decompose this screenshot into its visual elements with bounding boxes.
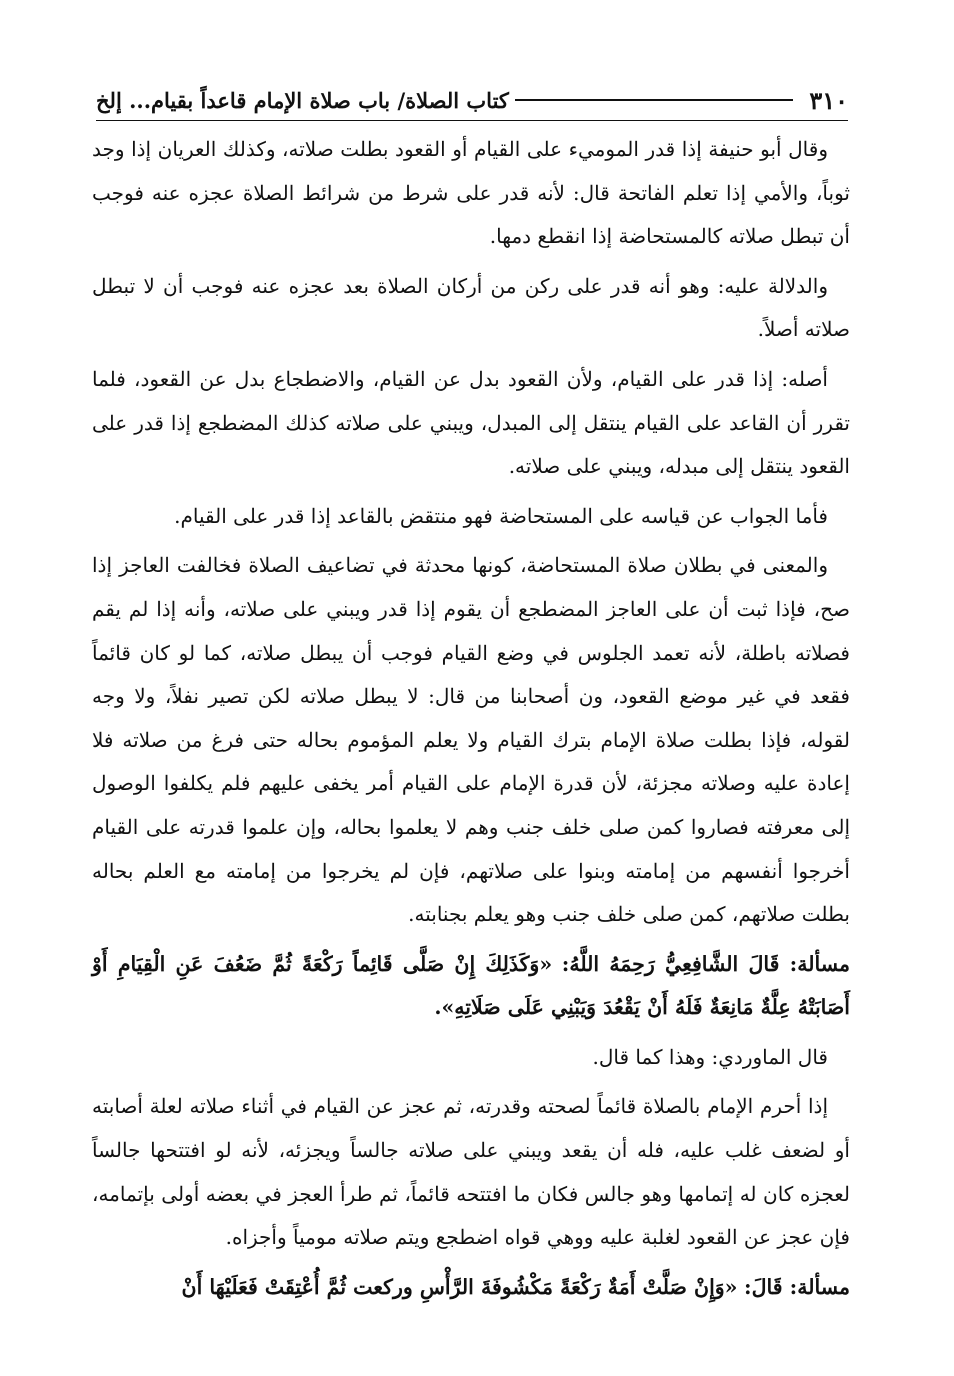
paragraph-asluhu: أصله: إذا قدر على القيام، ولأن القعود بدل عن القيام، والاضطجاع بدل عن القعود، فلما تقرر أن القاعد على القيام ينتقل إلى المبدل، ويبني على صلاته كذلك المضطجع إذا قدر على القعود ينتقل إلى مبدله، ويبني على صلاته. xyxy=(92,366,850,479)
header-rule xyxy=(515,99,793,101)
page-number: ٣١٠ xyxy=(809,85,848,115)
body-text xyxy=(92,128,850,1315)
paragraph-abu-hanifa: وقال أبو حنيفة إذا قدر الموميء على القيام أو القعود بطلت صلاته، وكذلك العريان إذا وجد ثوباً، والأمي إذا تعلم الفاتحة قال: لأنه قدر على شرط من شرائط الصلاة عجزه عنه فوجب أن تبطل صلاته كالمستحاضة إذا انقطع دمها. xyxy=(92,137,850,249)
paragraph-mawardi: قال الماوردي: وهذا كما قال. xyxy=(592,1044,828,1069)
page-header xyxy=(96,80,848,121)
masala-ama-label: مسألة: قَالَ: xyxy=(744,1274,850,1299)
paragraph-imam-qaid: إذا أحرم الإمام بالصلاة قائماً لصحته وقدرته، ثم عجز عن القيام في أثناء صلاته لعلة أصابته أو لضعف غلب عليه، فله أن يقعد ويبني على صلاته جالساً ويجزئه، لأنه لو افتتحها جالساً لعجزه كان له إتمامها وهو جالس فكان ما افتتحه قائماً، ثم طرأ العجز في بعضه أولى بإتمامه، فإن عجز عن القعود لغلبة عليه ووهي قواه اضطجع ويتم صلاته مومياً وأجزاه. xyxy=(92,1094,850,1250)
masala-shafii-quote: «وَكَذَلِكَ إِنْ صَلَّى قَائِماً رَكْعَةً ثُمَّ ضَعُفَ عَنِ الْقِيَامِ أَوْ أَصَابَتْهُ عِلَّةٌ مَانِعَةٌ فَلَهُ أَنْ يَقْعُدَ وَيَبْنِي عَلَى صَلَاتِهِ». xyxy=(92,951,850,1020)
masala-ama xyxy=(92,1266,850,1310)
masala-ama-quote: «وَإِنْ صَلَّتْ أَمَةٌ رَكْعَةً مَكْشُوفَةَ الرَّأْسِ وركعت ثُمَّ أُعْتِقَتْ فَعَلَيْهَا أَنْ xyxy=(181,1274,738,1299)
paragraph-mustahada: والمعنى في بطلان صلاة المستحاضة، كونها محدثة في تضاعيف الصلاة فخالفت العاجز إذا صح، فإذا ثبت أن على العاجز المضطجع أن يقوم إذا قدر ويبني على صلاته، وأنه إذا لم يقم فصلاته باطلة، لأنه تعمد الجلوس في وضع القيام فوجب أن يبطل صلاته، كما لو كان قائماً فقعد في غير موضع القعود، ون أصحابنا من قال: لا يبطل صلاته لكن تصير نفلاً، ولا وجه لقوله، فإذا بطلت صلاة الإمام بترك القيام ولا يعلم المؤموم بحاله حتى فرغ من صلاته فلا إعادة عليه وصلاته مجزئة، لأن قدرة الإمام على القيام أمر يخفى عليهم فلم يكلفوا الوصول إلى معرفته فصاروا كمن صلى خلف جنب وهم لا يعلموا بحاله، وإن علموا قدرته على القيام أخرجوا أنفسهم من إمامته وبنوا على صلاتهم، فإن لم يخرجوا من إمامته مع العلم بحاله بطلت صلاتهم، كمن صلى خلف جنب وهو يعلم بجنابته. xyxy=(92,553,850,927)
paragraph-dalala: والدلالة عليه: وهو أنه قدر على ركن من أركان الصلاة بعد عجزه عنه فوجب أن لا تبطل صلاته أصلاً. xyxy=(92,273,850,342)
paragraph-jawab: فأما الجواب عن قياسه على المستحاضة فهو منتقض بالقاعد إذا قدر على القيام. xyxy=(174,503,828,528)
running-title: كتاب الصلاة/ باب صلاة الإمام قاعداً بقيام... إلخ xyxy=(96,87,509,113)
masala-shafii-label: مسألة: قَالَ الشَّافِعِيُّ رَحِمَهُ اللَّهُ: xyxy=(561,951,850,976)
masala-shafii xyxy=(92,943,850,1030)
